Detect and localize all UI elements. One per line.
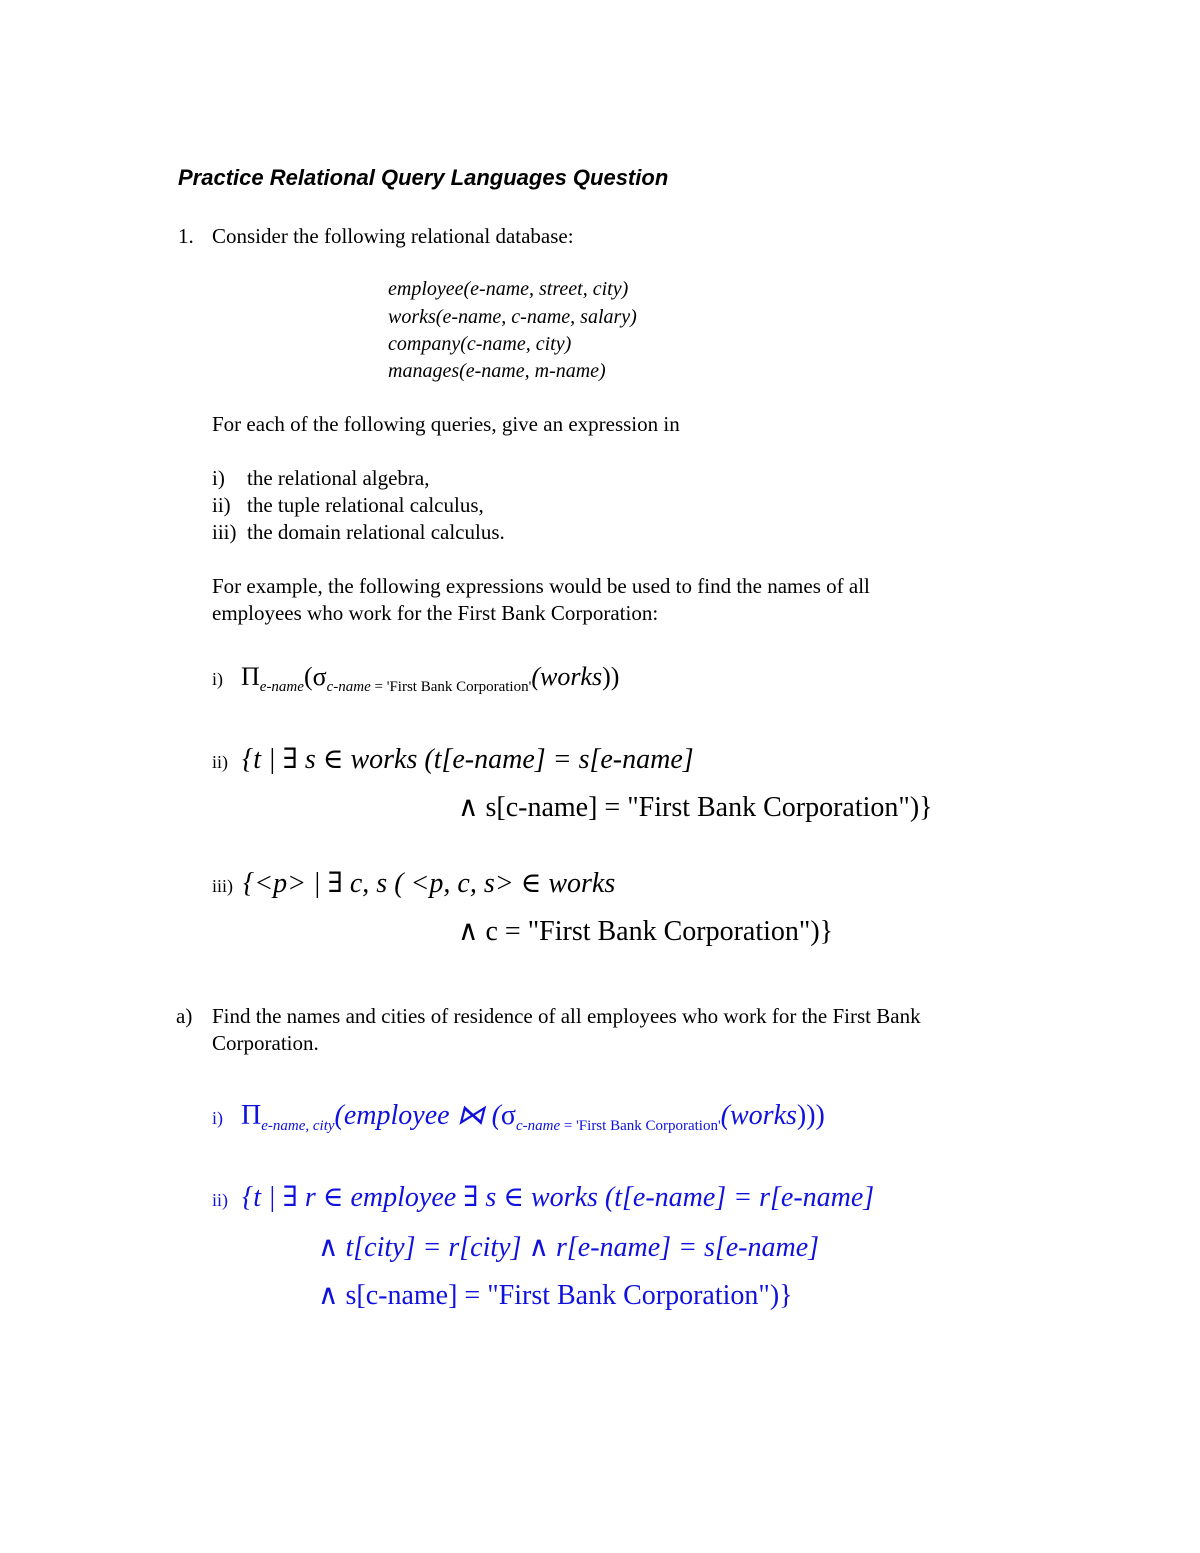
selection-symbol: σ xyxy=(500,1100,516,1131)
relation-name: (works xyxy=(531,662,603,691)
example-ra-expression xyxy=(212,662,619,696)
example-text: For example, the following expressions would be used to find the names of all xyxy=(212,574,870,598)
paren: ))) xyxy=(796,1100,825,1131)
example-drc-line2: ∧ c = "First Bank Corporation")} xyxy=(458,916,834,947)
language-marker: iii) xyxy=(212,520,237,544)
selection-attr: c-name xyxy=(326,679,371,695)
part-marker: a) xyxy=(176,1004,193,1028)
example-trc-marker: ii) xyxy=(212,752,228,772)
projection-attrs: e-name, city xyxy=(261,1118,335,1134)
part-question: Find the names and cities of residence of all employees who work for the First Bank xyxy=(212,1004,921,1028)
join-expression: (employee ⋈ ( xyxy=(334,1100,501,1131)
drc-expression: {<p> | ∃ c, s ( <p, c, s> ∈ works xyxy=(243,868,616,899)
language-marker: i) xyxy=(212,466,225,490)
selection-attr: c-name xyxy=(515,1118,561,1134)
schema-company: company(c-name, city) xyxy=(388,333,572,355)
answer-ra-marker: i) xyxy=(212,1108,223,1128)
selection-condition: = 'First Bank Corporation' xyxy=(560,1118,721,1134)
schema-employee: employee(e-name, street, city) xyxy=(388,278,629,300)
schema-works: works(e-name, c-name, salary) xyxy=(388,306,637,328)
page-title: Practice Relational Query Languages Question xyxy=(178,165,669,190)
selection-symbol: σ xyxy=(312,662,327,691)
language-item: the domain relational calculus. xyxy=(247,520,505,544)
projection-symbol: Π xyxy=(241,662,260,691)
example-text: employees who work for the First Bank Corporation: xyxy=(212,601,659,625)
paren: ( xyxy=(303,662,313,691)
trc-expression: {t | ∃ s ∈ works (t[e-name] = s[e-name] xyxy=(242,744,694,775)
projection-attrs: e-name xyxy=(259,679,304,695)
answer-trc-line1 xyxy=(212,1180,874,1214)
question-intro: Consider the following relational database: xyxy=(212,224,574,248)
schema-manages: manages(e-name, m-name) xyxy=(388,360,606,382)
answer-trc-marker: ii) xyxy=(212,1190,228,1210)
example-drc-marker: iii) xyxy=(212,876,233,896)
example-drc-line1 xyxy=(212,866,615,900)
projection-symbol: Π xyxy=(241,1100,262,1131)
paren: )) xyxy=(602,662,620,691)
relation-name: (works xyxy=(720,1100,797,1131)
answer-ra-expression xyxy=(212,1098,825,1135)
example-trc-line1 xyxy=(212,742,694,776)
example-ra-marker: i) xyxy=(212,669,223,689)
language-marker: ii) xyxy=(212,493,231,517)
part-question: Corporation. xyxy=(212,1031,319,1055)
question-number: 1. xyxy=(178,224,194,248)
selection-condition: = 'First Bank Corporation' xyxy=(370,679,532,695)
example-trc-line2: ∧ s[c-name] = "First Bank Corporation")} xyxy=(458,792,933,823)
language-item: the relational algebra, xyxy=(247,466,430,490)
instruction-text: For each of the following queries, give an expression in xyxy=(212,412,680,436)
answer-trc-line3: ∧ s[c-name] = "First Bank Corporation")} xyxy=(318,1280,793,1311)
language-item: the tuple relational calculus, xyxy=(247,493,484,517)
trc-expression: {t | ∃ r ∈ employee ∃ s ∈ works (t[e-name] = r[e-name] xyxy=(242,1182,875,1213)
answer-trc-line2: ∧ t[city] = r[city] ∧ r[e-name] = s[e-name] xyxy=(318,1232,820,1263)
